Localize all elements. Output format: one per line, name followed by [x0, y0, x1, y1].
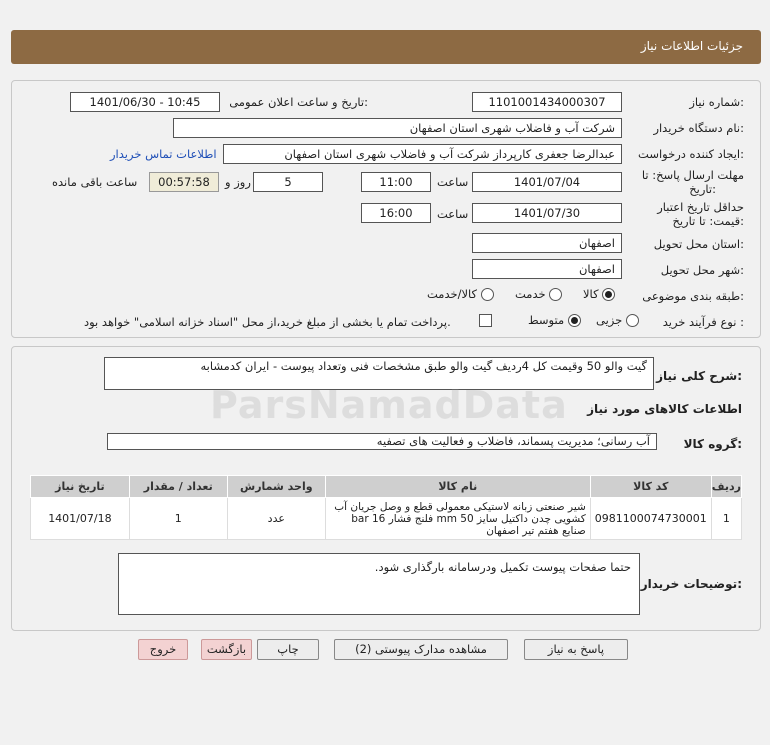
validity-date-field[interactable]: 1401/07/30: [472, 203, 622, 223]
province-label: استان محل تحویل:: [653, 237, 744, 251]
back-button[interactable]: بازگشت: [201, 639, 252, 660]
payment-note: پرداخت تمام یا بخشی از مبلغ خرید،از محل "اسناد خزانه اسلامی" خواهد بود.: [84, 315, 451, 329]
city-label: شهر محل تحویل:: [660, 263, 744, 277]
col-header-name: نام کالا: [325, 476, 590, 498]
deadline-time-field[interactable]: 11:00: [361, 172, 431, 192]
process-option-minor[interactable]: [596, 313, 639, 327]
watermark: ParsNamadData: [210, 383, 568, 427]
days-label: روز و: [225, 175, 251, 189]
remaining-time-field: 00:57:58: [149, 172, 219, 192]
category-service-label: خدمت: [515, 287, 546, 301]
deadline-date-field[interactable]: 1401/07/04: [472, 172, 622, 192]
deadline-label-2: تاریخ:: [689, 182, 716, 196]
announce-field[interactable]: 1401/06/30 - 10:45: [70, 92, 220, 112]
process-medium-radio[interactable]: [568, 314, 581, 327]
description-field[interactable]: گیت والو 50 وقیمت کل 4ردیف گیت والو طبق مشخصات فنی وتعداد پیوست - ایران کدمشابه: [104, 357, 654, 390]
process-minor-label: جزیی: [596, 313, 623, 327]
cell-date: 1401/07/18: [31, 498, 130, 540]
validity-label-2: قیمت: تا تاریخ:: [672, 214, 744, 228]
page-header: [11, 30, 761, 64]
goods-group-label: گروه کالا:: [683, 437, 742, 451]
validity-time-field[interactable]: 16:00: [361, 203, 431, 223]
goods-section-title: اطلاعات کالاهای مورد نیاز: [587, 402, 742, 416]
province-field[interactable]: اصفهان: [472, 233, 622, 253]
category-both-label: کالا/خدمت: [427, 287, 478, 301]
process-option-medium[interactable]: [528, 313, 581, 327]
category-service-radio[interactable]: [549, 288, 562, 301]
buyer-org-field[interactable]: شرکت آب و فاضلاب شهری استان اصفهان: [173, 118, 622, 138]
cell-unit: عدد: [227, 498, 325, 540]
announce-label: تاریخ و ساعت اعلان عمومی:: [229, 95, 368, 109]
category-option-service[interactable]: [515, 287, 562, 301]
goods-group-field[interactable]: آب رسانی؛ مدیریت پسماند، فاضلاب و فعالیت های تصفیه: [107, 433, 657, 450]
view-attachments-button[interactable]: مشاهده مدارک پیوستی (2): [334, 639, 508, 660]
deadline-time-label: ساعت: [437, 175, 469, 189]
process-label: نوع فرآیند خرید :: [662, 315, 744, 329]
items-table: [30, 475, 742, 540]
cell-code: 0981100074730001: [590, 498, 711, 540]
col-header-unit: واحد شمارش: [227, 476, 325, 498]
category-goods-radio[interactable]: [602, 288, 615, 301]
city-field[interactable]: اصفهان: [472, 259, 622, 279]
category-option-goods[interactable]: [583, 287, 615, 301]
creator-label: ایجاد کننده درخواست:: [638, 147, 744, 161]
col-header-qty: تعداد / مقدار: [129, 476, 227, 498]
creator-field[interactable]: عبدالرضا جعفری کارپرداز شرکت آب و فاضلاب شهری استان اصفهان: [223, 144, 622, 164]
items-table-wrapper: [30, 475, 742, 540]
process-minor-radio[interactable]: [626, 314, 639, 327]
days-field[interactable]: 5: [253, 172, 323, 192]
table-row[interactable]: [31, 498, 742, 540]
category-label: طبقه بندی موضوعی:: [642, 289, 744, 303]
notes-label: توضیحات خریدار:: [640, 577, 742, 591]
cell-qty: 1: [129, 498, 227, 540]
need-number-field[interactable]: 1101001434000307: [472, 92, 622, 112]
table-header-row: [31, 476, 742, 498]
cell-row-number: 1: [711, 498, 741, 540]
need-number-label: شماره نیاز:: [689, 95, 744, 109]
remaining-label: ساعت باقی مانده: [52, 175, 138, 189]
cell-name: شیر صنعتی زبانه لاستیکی معمولی قطع و وصل جریان آب کشویی چدن داکتیل سایز 50 mm فلنج فشار 16 bar صنایع هفتم تیر اصفهان: [325, 498, 590, 540]
notes-field[interactable]: حتما صفحات پیوست تکمیل ودرسامانه بارگذاری شود.: [118, 553, 640, 615]
category-both-radio[interactable]: [481, 288, 494, 301]
buyer-org-label: نام دستگاه خریدار:: [653, 121, 744, 135]
reply-button[interactable]: پاسخ به نیاز: [524, 639, 628, 660]
process-medium-label: متوسط: [528, 313, 565, 327]
col-header-row: ردیف: [711, 476, 741, 498]
description-label: شرح کلی نیاز:: [656, 369, 742, 383]
validity-time-label: ساعت: [437, 207, 469, 221]
validity-label: حداقل تاریخ اعتبار: [657, 200, 744, 214]
col-header-code: کد کالا: [590, 476, 711, 498]
col-header-date: تاریخ نیاز: [31, 476, 130, 498]
payment-checkbox[interactable]: [479, 314, 492, 327]
category-goods-label: کالا: [583, 287, 599, 301]
deadline-label: مهلت ارسال پاسخ: تا: [641, 168, 744, 182]
category-option-both[interactable]: [427, 287, 494, 301]
page-title: جزئیات اطلاعات نیاز: [640, 39, 743, 53]
print-button[interactable]: چاپ: [257, 639, 319, 660]
buyer-contact-link[interactable]: اطلاعات تماس خریدار: [110, 147, 217, 161]
exit-button[interactable]: خروج: [138, 639, 188, 660]
